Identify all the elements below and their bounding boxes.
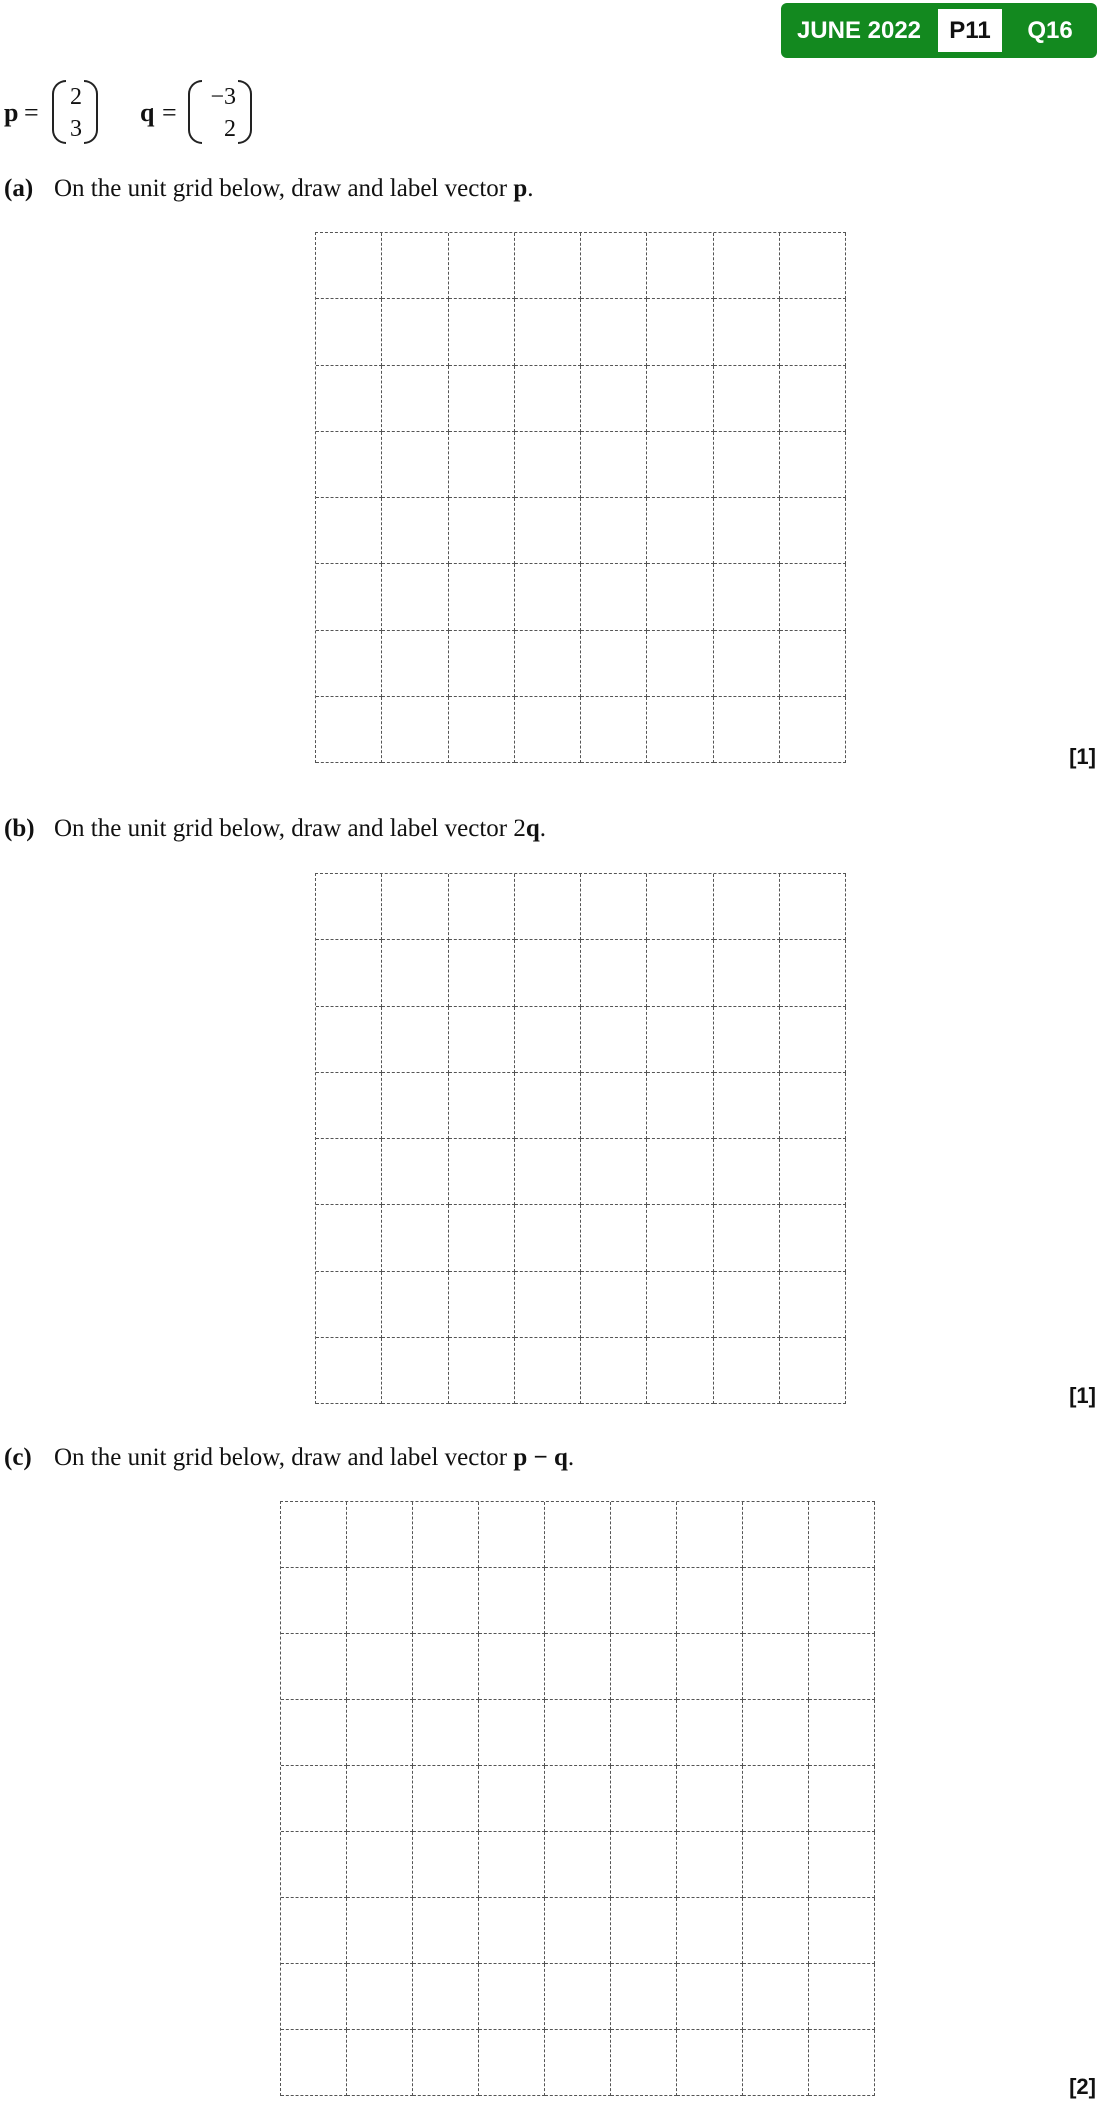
grid-cell[interactable] [780, 874, 846, 940]
grid-cell[interactable] [743, 1964, 809, 2030]
grid-cell[interactable] [647, 874, 713, 940]
grid-cell[interactable] [647, 432, 713, 498]
grid-cell[interactable] [515, 1205, 581, 1271]
grid-cell[interactable] [281, 1568, 347, 1634]
grid-cell[interactable] [479, 1502, 545, 1568]
grid-cell[interactable] [647, 940, 713, 1006]
grid-cell[interactable] [647, 631, 713, 697]
grid-cell[interactable] [316, 1338, 382, 1404]
question-number: Q16 [1027, 17, 1073, 44]
grid-cell[interactable] [611, 1700, 677, 1766]
grid-cell[interactable] [581, 498, 647, 564]
grid-cell[interactable] [316, 874, 382, 940]
grid-cell[interactable] [714, 874, 780, 940]
part-b-suffix: . [539, 815, 547, 842]
grid-cell[interactable] [809, 1766, 875, 1832]
exam-reference-badge [781, 3, 1097, 58]
grid-cell[interactable] [316, 697, 382, 763]
equals-sign: = [162, 98, 177, 127]
grid-cell[interactable] [413, 1568, 479, 1634]
grid-cell[interactable] [714, 564, 780, 630]
grid-cell[interactable] [382, 1139, 448, 1205]
grid-cell[interactable] [743, 1898, 809, 1964]
grid-cell[interactable] [611, 2030, 677, 2096]
grid-cell[interactable] [316, 1139, 382, 1205]
grid-cell[interactable] [611, 1634, 677, 1700]
grid-cell[interactable] [479, 2030, 545, 2096]
grid-cell[interactable] [281, 1964, 347, 2030]
grid-cell[interactable] [714, 631, 780, 697]
grid-cell[interactable] [449, 233, 515, 299]
unit-grid-b[interactable] [315, 873, 846, 1404]
grid-cell[interactable] [382, 697, 448, 763]
grid-cell[interactable] [281, 2030, 347, 2096]
grid-cell[interactable] [581, 299, 647, 365]
grid-cell[interactable] [515, 1007, 581, 1073]
grid-cell[interactable] [581, 697, 647, 763]
grid-cell[interactable] [611, 1766, 677, 1832]
grid-cell[interactable] [677, 1898, 743, 1964]
part-b-label: (b) [4, 815, 35, 842]
part-c-marks: [2] [1069, 2074, 1096, 2099]
vector-q-x: −3 [210, 84, 236, 110]
grid-cell[interactable] [316, 432, 382, 498]
grid-cell[interactable] [714, 697, 780, 763]
grid-cell[interactable] [382, 1205, 448, 1271]
grid-cell[interactable] [347, 1766, 413, 1832]
grid-cell[interactable] [809, 2030, 875, 2096]
grid-cell[interactable] [347, 2030, 413, 2096]
part-b-marks: [1] [1069, 1383, 1096, 1408]
grid-cell[interactable] [809, 1568, 875, 1634]
grid-cell[interactable] [515, 564, 581, 630]
grid-cell[interactable] [545, 1766, 611, 1832]
grid-cell[interactable] [382, 631, 448, 697]
grid-cell[interactable] [677, 1700, 743, 1766]
grid-cell[interactable] [647, 1272, 713, 1338]
grid-cell[interactable] [677, 1766, 743, 1832]
grid-cell[interactable] [714, 1205, 780, 1271]
part-b-instruction [4, 814, 546, 844]
grid-cell[interactable] [743, 1832, 809, 1898]
grid-cell[interactable] [780, 366, 846, 432]
grid-cell[interactable] [647, 564, 713, 630]
unit-grid-c[interactable] [280, 1501, 875, 2096]
right-parenthesis [238, 80, 252, 144]
grid-cell[interactable] [677, 1634, 743, 1700]
grid-cell[interactable] [515, 1139, 581, 1205]
grid-cell[interactable] [647, 299, 713, 365]
grid-cell[interactable] [449, 1007, 515, 1073]
grid-cell[interactable] [479, 1700, 545, 1766]
part-a-marks: [1] [1069, 744, 1096, 769]
grid-cell[interactable] [281, 1898, 347, 1964]
grid-cell[interactable] [545, 1502, 611, 1568]
grid-cell[interactable] [780, 1007, 846, 1073]
grid-cell[interactable] [581, 874, 647, 940]
grid-cell[interactable] [449, 1338, 515, 1404]
grid-cell[interactable] [515, 233, 581, 299]
grid-cell[interactable] [382, 564, 448, 630]
grid-cell[interactable] [515, 1272, 581, 1338]
grid-cell[interactable] [714, 1272, 780, 1338]
grid-cell[interactable] [714, 1338, 780, 1404]
grid-cell[interactable] [449, 564, 515, 630]
grid-cell[interactable] [714, 1007, 780, 1073]
part-b-text: On the unit grid below, draw and label vector 2 [54, 815, 526, 842]
grid-cell[interactable] [677, 2030, 743, 2096]
grid-cell[interactable] [714, 299, 780, 365]
part-a-suffix: . [527, 175, 534, 202]
grid-cell[interactable] [479, 1832, 545, 1898]
grid-cell[interactable] [780, 299, 846, 365]
grid-cell[interactable] [382, 940, 448, 1006]
grid-cell[interactable] [611, 1502, 677, 1568]
grid-cell[interactable] [743, 1700, 809, 1766]
grid-cell[interactable] [743, 1766, 809, 1832]
grid-cell[interactable] [780, 940, 846, 1006]
grid-cell[interactable] [647, 366, 713, 432]
grid-cell[interactable] [413, 1502, 479, 1568]
vector-q-y: 2 [224, 116, 236, 142]
grid-cell[interactable] [581, 233, 647, 299]
grid-cell[interactable] [316, 366, 382, 432]
grid-cell[interactable] [479, 1634, 545, 1700]
grid-cell[interactable] [714, 233, 780, 299]
grid-cell[interactable] [743, 1568, 809, 1634]
grid-cell[interactable] [515, 366, 581, 432]
grid-cell[interactable] [382, 874, 448, 940]
part-c-label: (c) [4, 1444, 32, 1471]
grid-cell[interactable] [714, 1139, 780, 1205]
paper-number: P11 [938, 9, 1002, 52]
grid-cell[interactable] [545, 2030, 611, 2096]
grid-cell[interactable] [647, 233, 713, 299]
grid-cell[interactable] [316, 233, 382, 299]
grid-cell[interactable] [809, 1634, 875, 1700]
grid-cell[interactable] [647, 697, 713, 763]
grid-cell[interactable] [677, 1832, 743, 1898]
grid-cell[interactable] [382, 1338, 448, 1404]
grid-cell[interactable] [382, 299, 448, 365]
part-a-label: (a) [4, 175, 34, 202]
grid-cell[interactable] [281, 1634, 347, 1700]
grid-cell[interactable] [515, 1338, 581, 1404]
grid-cell[interactable] [647, 1139, 713, 1205]
grid-cell[interactable] [780, 498, 846, 564]
grid-cell[interactable] [809, 1898, 875, 1964]
unit-grid-a[interactable] [315, 232, 846, 763]
grid-cell[interactable] [281, 1766, 347, 1832]
grid-cell[interactable] [714, 1073, 780, 1139]
grid-cell[interactable] [780, 697, 846, 763]
grid-cell[interactable] [647, 1205, 713, 1271]
grid-cell[interactable] [780, 1338, 846, 1404]
grid-cell[interactable] [714, 366, 780, 432]
grid-cell[interactable] [382, 1007, 448, 1073]
grid-cell[interactable] [449, 432, 515, 498]
grid-cell[interactable] [347, 1964, 413, 2030]
grid-cell[interactable] [515, 1073, 581, 1139]
grid-cell[interactable] [611, 1964, 677, 2030]
grid-cell[interactable] [347, 1832, 413, 1898]
grid-cell[interactable] [677, 1502, 743, 1568]
equals-sign: = [24, 98, 39, 127]
grid-cell[interactable] [347, 1700, 413, 1766]
grid-cell[interactable] [809, 1964, 875, 2030]
grid-cell[interactable] [581, 1338, 647, 1404]
grid-cell[interactable] [743, 2030, 809, 2096]
grid-cell[interactable] [347, 1502, 413, 1568]
grid-cell[interactable] [545, 1634, 611, 1700]
grid-cell[interactable] [743, 1502, 809, 1568]
grid-cell[interactable] [515, 940, 581, 1006]
grid-cell[interactable] [449, 874, 515, 940]
grid-cell[interactable] [413, 1634, 479, 1700]
part-c-suffix: . [567, 1444, 575, 1471]
grid-cell[interactable] [479, 1766, 545, 1832]
part-a-text: On the unit grid below, draw and label vector [54, 175, 514, 202]
grid-cell[interactable] [581, 366, 647, 432]
vector-p-name: p [4, 98, 19, 127]
exam-date: JUNE 2022 [796, 17, 922, 44]
grid-cell[interactable] [382, 1272, 448, 1338]
grid-cell[interactable] [677, 1568, 743, 1634]
grid-cell[interactable] [581, 1272, 647, 1338]
grid-cell[interactable] [647, 1007, 713, 1073]
grid-cell[interactable] [515, 697, 581, 763]
grid-cell[interactable] [515, 299, 581, 365]
grid-cell[interactable] [515, 874, 581, 940]
grid-cell[interactable] [413, 1766, 479, 1832]
grid-cell[interactable] [515, 432, 581, 498]
grid-cell[interactable] [413, 2030, 479, 2096]
grid-cell[interactable] [545, 1832, 611, 1898]
grid-cell[interactable] [382, 233, 448, 299]
vector-p-x: 2 [70, 84, 82, 110]
grid-cell[interactable] [780, 1205, 846, 1271]
grid-cell[interactable] [449, 498, 515, 564]
grid-cell[interactable] [581, 564, 647, 630]
grid-cell[interactable] [449, 1272, 515, 1338]
part-a-vector: p [513, 175, 528, 202]
grid-cell[interactable] [413, 1898, 479, 1964]
grid-cell[interactable] [316, 940, 382, 1006]
grid-cell[interactable] [382, 432, 448, 498]
grid-cell[interactable] [647, 498, 713, 564]
grid-cell[interactable] [449, 1139, 515, 1205]
grid-cell[interactable] [316, 631, 382, 697]
grid-cell[interactable] [316, 564, 382, 630]
grid-cell[interactable] [647, 1073, 713, 1139]
grid-cell[interactable] [347, 1634, 413, 1700]
part-c-text: On the unit grid below, draw and label vector [54, 1444, 514, 1471]
grid-cell[interactable] [809, 1832, 875, 1898]
part-c-instruction [4, 1443, 574, 1473]
grid-cell[interactable] [449, 1205, 515, 1271]
grid-cell[interactable] [809, 1700, 875, 1766]
part-b-vector: q [525, 815, 540, 842]
grid-cell[interactable] [581, 631, 647, 697]
grid-cell[interactable] [545, 1700, 611, 1766]
grid-cell[interactable] [611, 1898, 677, 1964]
grid-cell[interactable] [581, 940, 647, 1006]
grid-cell[interactable] [316, 1272, 382, 1338]
grid-cell[interactable] [581, 432, 647, 498]
grid-cell[interactable] [780, 432, 846, 498]
grid-cell[interactable] [780, 1272, 846, 1338]
grid-cell[interactable] [449, 366, 515, 432]
grid-cell[interactable] [449, 299, 515, 365]
grid-cell[interactable] [545, 1964, 611, 2030]
grid-cell[interactable] [382, 1073, 448, 1139]
grid-cell[interactable] [347, 1568, 413, 1634]
grid-cell[interactable] [449, 940, 515, 1006]
grid-cell[interactable] [581, 1073, 647, 1139]
grid-cell[interactable] [479, 1568, 545, 1634]
grid-cell[interactable] [449, 631, 515, 697]
grid-cell[interactable] [281, 1832, 347, 1898]
grid-cell[interactable] [581, 1139, 647, 1205]
grid-cell[interactable] [581, 1007, 647, 1073]
grid-cell[interactable] [382, 498, 448, 564]
grid-cell[interactable] [611, 1832, 677, 1898]
right-parenthesis [84, 80, 98, 144]
grid-cell[interactable] [545, 1898, 611, 1964]
grid-cell[interactable] [714, 498, 780, 564]
grid-cell[interactable] [479, 1964, 545, 2030]
part-c-vector: p − q [513, 1444, 568, 1471]
grid-cell[interactable] [780, 1139, 846, 1205]
grid-cell[interactable] [581, 1205, 647, 1271]
grid-cell[interactable] [413, 1832, 479, 1898]
grid-cell[interactable] [316, 1205, 382, 1271]
grid-cell[interactable] [316, 498, 382, 564]
grid-cell[interactable] [382, 366, 448, 432]
part-a-instruction [4, 174, 534, 204]
grid-cell[interactable] [281, 1700, 347, 1766]
grid-cell[interactable] [515, 498, 581, 564]
grid-cell[interactable] [545, 1568, 611, 1634]
grid-cell[interactable] [413, 1964, 479, 2030]
grid-cell[interactable] [714, 940, 780, 1006]
grid-cell[interactable] [611, 1568, 677, 1634]
vector-p-y: 3 [70, 116, 82, 142]
grid-cell[interactable] [316, 1007, 382, 1073]
grid-cell[interactable] [479, 1898, 545, 1964]
grid-cell[interactable] [449, 697, 515, 763]
grid-cell[interactable] [780, 1073, 846, 1139]
grid-cell[interactable] [677, 1964, 743, 2030]
grid-cell[interactable] [780, 564, 846, 630]
grid-cell[interactable] [809, 1502, 875, 1568]
grid-cell[interactable] [515, 631, 581, 697]
vector-q-name: q [140, 98, 155, 127]
grid-cell[interactable] [413, 1700, 479, 1766]
grid-cell[interactable] [714, 432, 780, 498]
grid-cell[interactable] [449, 1073, 515, 1139]
grid-cell[interactable] [780, 631, 846, 697]
grid-cell[interactable] [347, 1898, 413, 1964]
grid-cell[interactable] [780, 233, 846, 299]
grid-cell[interactable] [316, 1073, 382, 1139]
grid-cell[interactable] [647, 1338, 713, 1404]
grid-cell[interactable] [281, 1502, 347, 1568]
grid-cell[interactable] [316, 299, 382, 365]
grid-cell[interactable] [743, 1634, 809, 1700]
